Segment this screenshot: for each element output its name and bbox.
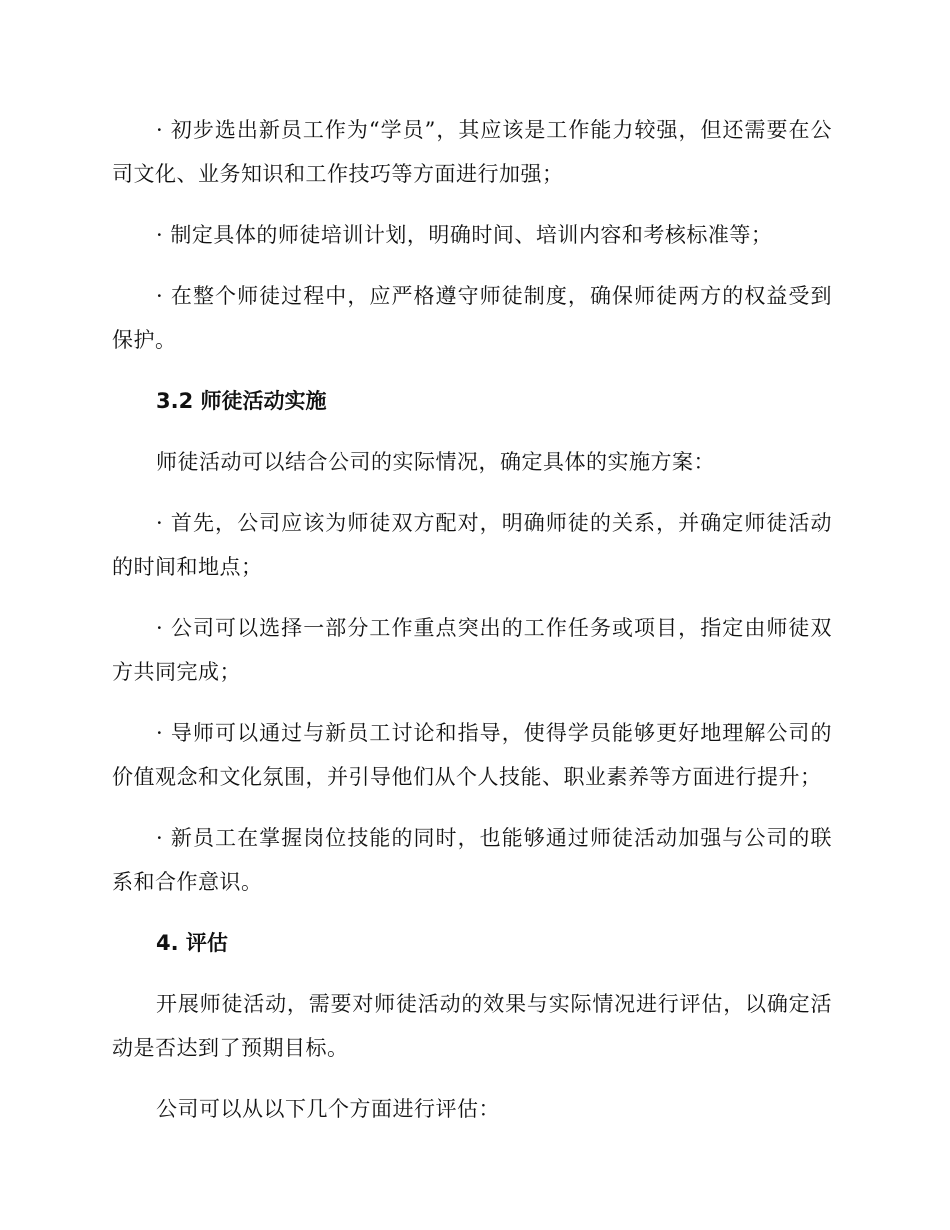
bullet-mentor-guidance: · 导师可以通过与新员工讨论和指导，使得学员能够更好地理解公司的价值观念和文化氛围，并引导他们从个人技能、职业素养等方面进行提升； bbox=[112, 721, 832, 789]
bullet-training-plan: · 制定具体的师徒培训计划，明确时间、培训内容和考核标准等； bbox=[156, 223, 773, 247]
paragraph-implementation-intro: 师徒活动可以结合公司的实际情况，确定具体的实施方案： bbox=[156, 450, 715, 474]
paragraph-evaluation-intro: 开展师徒活动，需要对师徒活动的效果与实际情况进行评估，以确定活动是否达到了预期目标。 bbox=[112, 992, 832, 1060]
section-heading-4: 4. 评估 bbox=[156, 931, 228, 955]
bullet-new-employee-skills: · 新员工在掌握岗位技能的同时，也能够通过师徒活动加强与公司的联系和合作意识。 bbox=[112, 826, 832, 894]
bullet-pairing: · 首先，公司应该为师徒双方配对，明确师徒的关系，并确定师徒活动的时间和地点； bbox=[112, 511, 832, 579]
bullet-select-trainees: · 初步选出新员工作为“学员”，其应该是工作能力较强，但还需要在公司文化、业务知识和工作技巧等方面进行加强； bbox=[112, 118, 832, 186]
document-body bbox=[112, 108, 832, 1148]
bullet-joint-tasks: · 公司可以选择一部分工作重点突出的工作任务或项目，指定由师徒双方共同完成； bbox=[112, 616, 832, 684]
section-heading-3-2: 3.2 师徒活动实施 bbox=[156, 389, 327, 413]
bullet-follow-rules: · 在整个师徒过程中，应严格遵守师徒制度，确保师徒两方的权益受到保护。 bbox=[112, 284, 832, 352]
paragraph-evaluation-aspects: 公司可以从以下几个方面进行评估： bbox=[156, 1097, 500, 1121]
